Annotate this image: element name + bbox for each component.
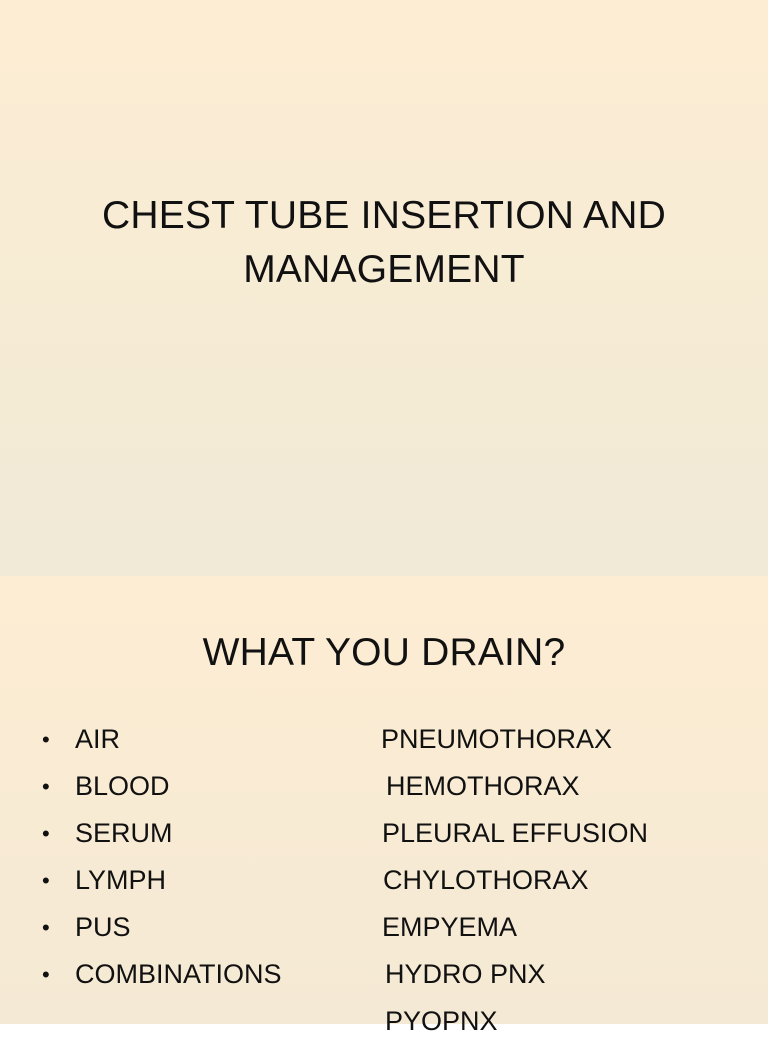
bullet-icon: •	[42, 962, 50, 987]
list-item-term: LYMPH	[75, 865, 167, 895]
list-item	[0, 951, 768, 998]
list-item	[0, 904, 768, 951]
bullet-icon: •	[42, 727, 50, 752]
list-item-result: HYDRO PNX	[385, 959, 546, 989]
bullet-icon: •	[42, 868, 50, 893]
content-slide	[0, 576, 768, 1036]
list-item	[0, 763, 768, 810]
list-item-term: PUS	[75, 912, 131, 942]
drain-list	[0, 716, 768, 1045]
list-item-term: BLOOD	[75, 771, 170, 801]
list-item-term: AIR	[75, 724, 121, 754]
list-item-result: CHYLOTHORAX	[383, 865, 589, 895]
list-item	[0, 998, 768, 1045]
list-item-result: EMPYEMA	[382, 912, 518, 942]
list-item-result: PLEURAL EFFUSION	[382, 818, 649, 848]
list-item	[0, 810, 768, 857]
title-line-2: MANAGEMENT	[243, 248, 525, 291]
slide-heading: WHAT YOU DRAIN?	[202, 631, 566, 674]
list-item-term: COMBINATIONS	[75, 959, 282, 989]
list-item-result: HEMOTHORAX	[386, 771, 580, 801]
slide-title	[0, 189, 768, 297]
list-item-result: PYOPNX	[385, 1006, 498, 1036]
list-item	[0, 716, 768, 763]
bullet-icon: •	[42, 821, 50, 846]
bullet-icon: •	[42, 774, 50, 799]
list-item-result: PNEUMOTHORAX	[381, 724, 613, 754]
list-item	[0, 857, 768, 904]
bullet-icon: •	[42, 915, 50, 940]
list-item-term: SERUM	[75, 818, 173, 848]
title-line-1: CHEST TUBE INSERTION AND	[102, 194, 666, 237]
